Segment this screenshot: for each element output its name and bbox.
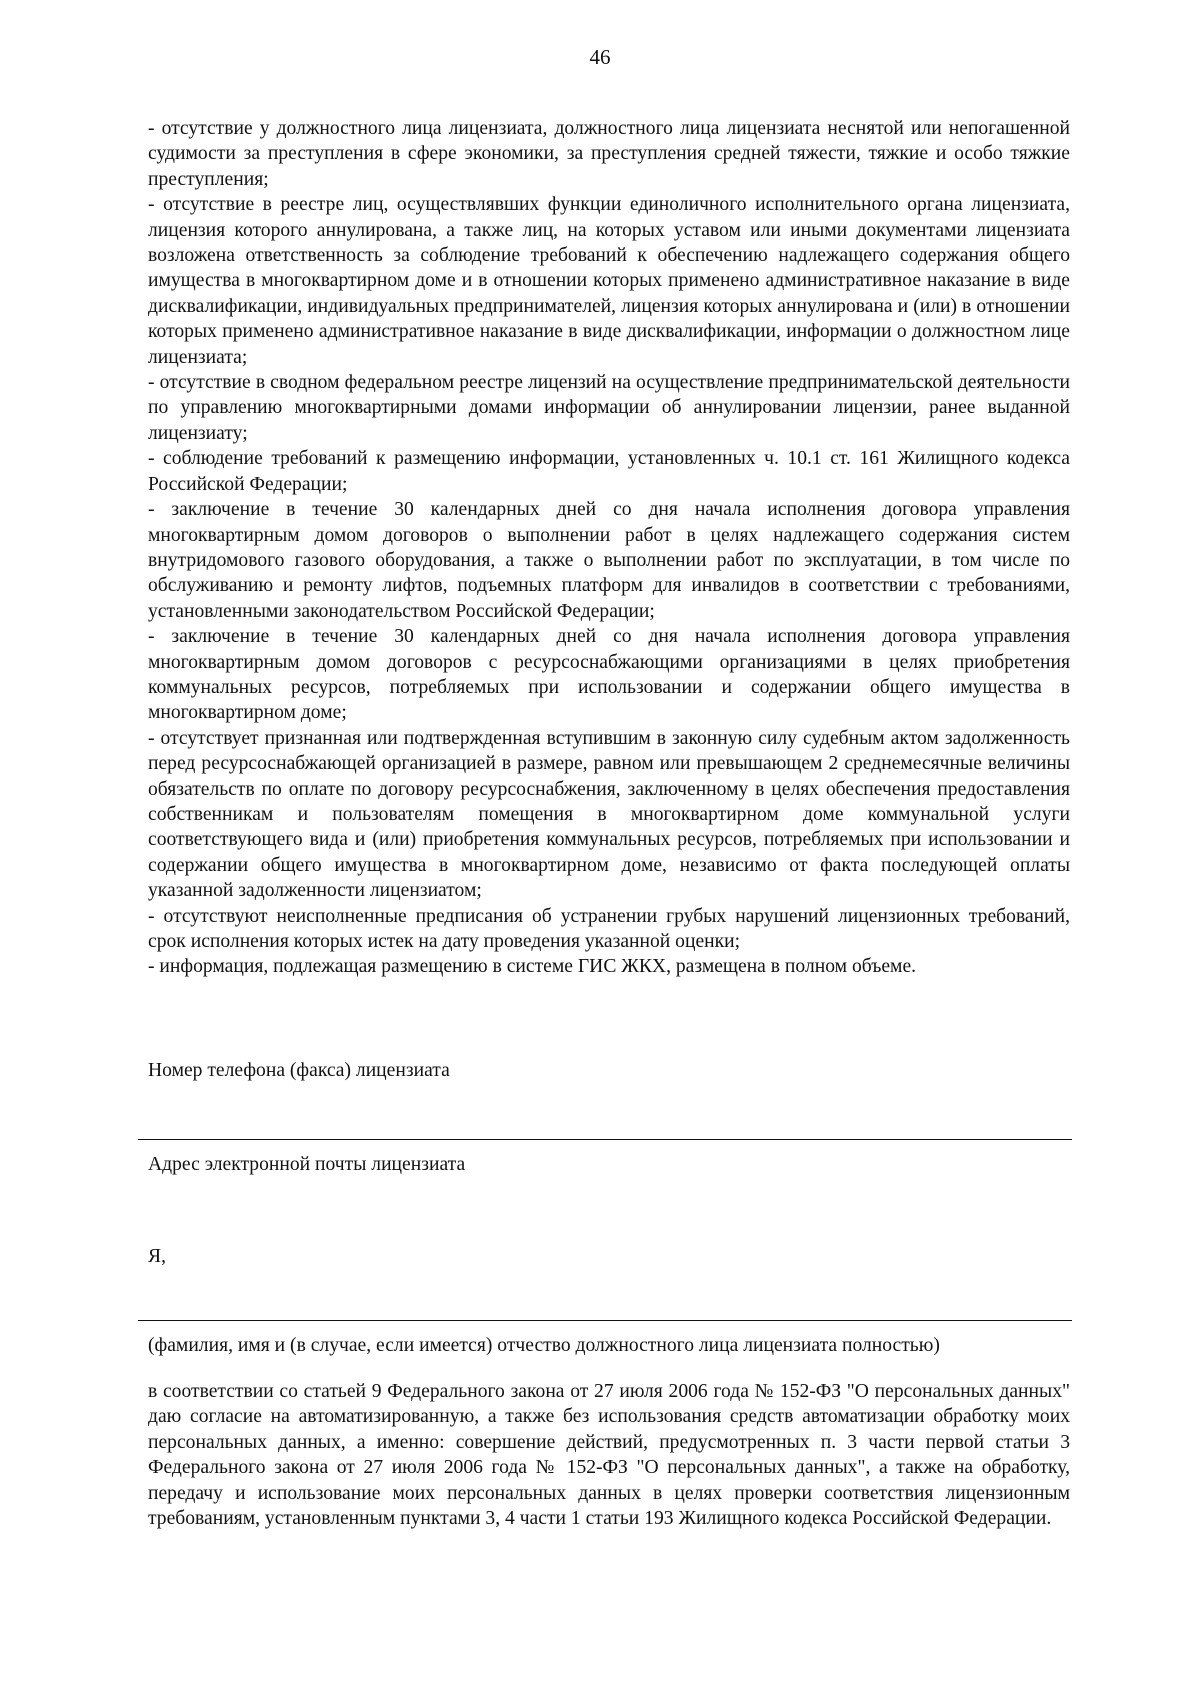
name-caption: (фамилия, имя и (в случае, если имеется) отчество должностного лица лицензиата полностью) [148,1335,940,1356]
name-field-line[interactable] [138,1320,1072,1321]
requirement-item: - отсутствие у должностного лица лицензиата, должностного лица лицензиата неснятой или непогашенной судимости за преступления в сфере экономики, за преступления средней тяжести, тяжкие и особо тяжкие преступления; [148,118,1070,190]
requirement-item: - информация, подлежащая размещению в системе ГИС ЖКХ, размещена в полном объеме. [148,956,917,978]
page-number: 46 [589,45,611,69]
email-label: Адрес электронной почты лицензиата [148,1154,466,1175]
requirements-list [148,116,1070,980]
requirement-item: - отсутствие в реестре лиц, осуществлявших функции единоличного исполнительного органа лицензиата, лицензия которого аннулирована, а также лиц, на которых уставом или иными документами лицензиата возложена ответственность за соблюдение требований к обеспечению надлежащего содержания общего имущества в многоквартирном доме и в отношении которых применено административное наказание в виде дисквалификации, индивидуальных предпринимателей, лицензия которых аннулирована и (или) в отношении которых применено административное наказание в виде дисквалификации, информации о должностном лице лицензиата; [148,194,1070,368]
requirement-item: - отсутствует признанная или подтвержденная вступившим в законную силу судебным актом задолженность перед ресурсоснабжающей организацией в размере, равном или превышающем 2 среднемесячные величины обязательств по оплате по договору ресурсоснабжения, заключенному в целях обеспечения предоставления собственникам и пользователям помещения в многоквартирном доме коммунальной услуги соответствующего вида и (или) приобретения коммунальных ресурсов, потребляемых при использовании и содержании общего имущества в многоквартирном доме, независимо от факта последующей оплаты указанной задолженности лицензиатом; [148,727,1070,902]
requirement-item: - отсутствие в сводном федеральном реестре лицензий на осуществление предпринимательской деятельности по управлению многоквартирными домами информации об аннулировании лицензии, ранее выданной лицензиату; [148,372,1070,444]
phone-label: Номер телефона (факса) лицензиата [148,1060,450,1081]
consent-text: в соответствии со статьей 9 Федерального закона от 27 июля 2006 года № 152-ФЗ "О персональных данных" даю согласие на автоматизированную, а также без использования средств автоматизации обработку моих персональных данных, а именно: совершение действий, предусмотренных п. 3 части первой статьи 3 Федерального закона от 27 июля 2006 года № 152-ФЗ "О персональных данных", а также на обработку, передачу и использование моих персональных данных в целях проверки соответствия лицензионным требованиям, установленным пунктами 3, 4 части 1 статьи 193 Жилищного кодекса Российской Федерации. [148,1381,1070,1530]
ya-label: Я, [148,1246,166,1267]
phone-field-line[interactable] [138,1139,1072,1140]
requirement-item: - соблюдение требований к размещению информации, установленных ч. 10.1 ст. 161 Жилищного кодекса Российской Федерации; [148,448,1070,495]
requirement-item: - отсутствуют неисполненные предписания об устранении грубых нарушений лицензионных требований, срок исполнения которых истек на дату проведения указанной оценки; [148,905,1070,952]
requirement-item: - заключение в течение 30 календарных дней со дня начала исполнения договора управления многоквартирным домом договоров с ресурсоснабжающими организациями в целях приобретения коммунальных ресурсов, потребляемых при использовании и содержании общего имущества в многоквартирном доме; [148,626,1070,724]
requirement-item: - заключение в течение 30 календарных дней со дня начала исполнения договора управления многоквартирным домом договоров о выполнении работ в целях надлежащего содержания систем внутридомового газового оборудования, а также о выполнении работ по эксплуатации, в том числе по обслуживанию и ремонту лифтов, подъемных платформ для инвалидов в соответствии с требованиями, установленными законодательством Российской Федерации; [148,499,1070,622]
